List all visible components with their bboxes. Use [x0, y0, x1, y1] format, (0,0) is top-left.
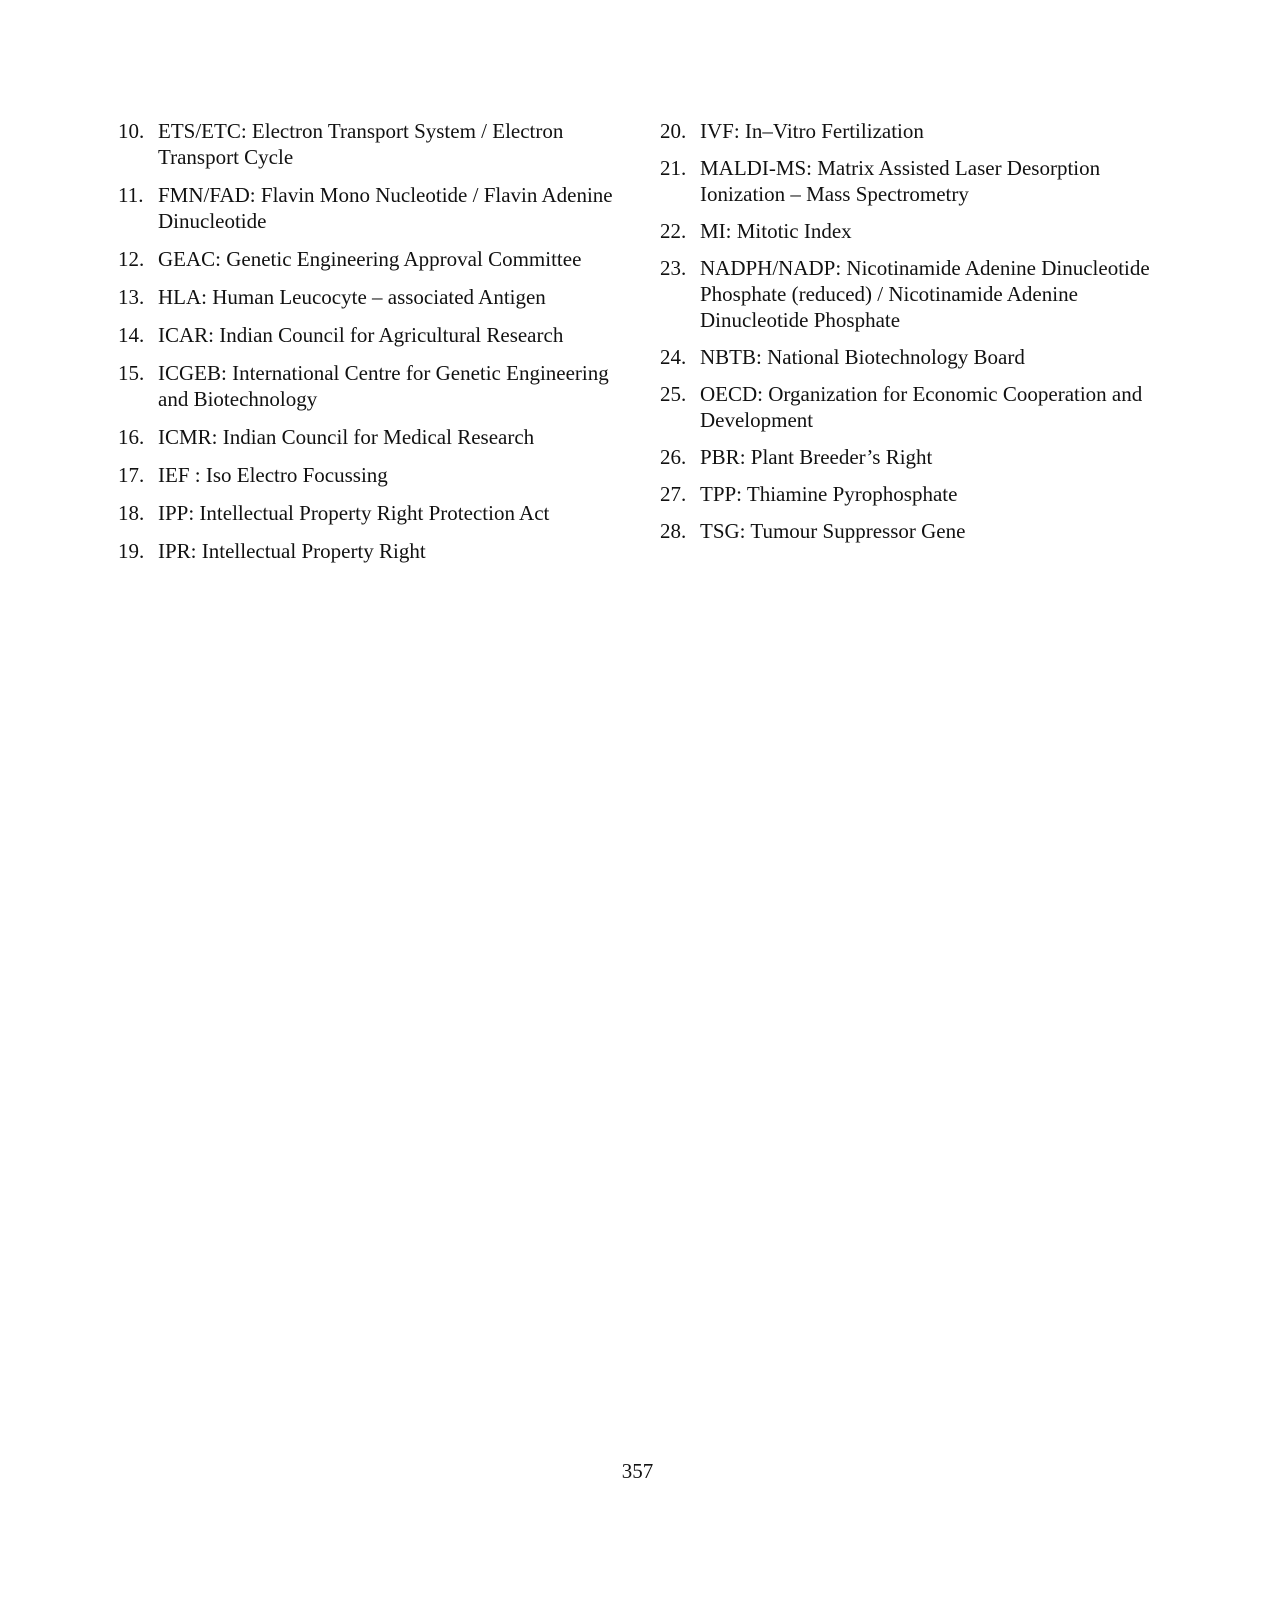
entry-text: OECD: Organization for Economic Cooperation and Development — [700, 382, 1143, 432]
glossary-entry — [660, 155, 1175, 207]
glossary-entry — [660, 444, 1175, 470]
entry-text: ICMR: Indian Council for Medical Research — [158, 425, 535, 449]
entry-text: FMN/FAD: Flavin Mono Nucleotide / Flavin Adenine Dinucleotide — [158, 183, 613, 233]
entry-text: TPP: Thiamine Pyrophosphate — [700, 482, 958, 506]
glossary-entry — [660, 481, 1175, 507]
entry-number: 27. — [660, 482, 687, 506]
entry-text: IPP: Intellectual Property Right Protection Act — [158, 501, 550, 525]
entry-text: HLA: Human Leucocyte – associated Antigen — [158, 285, 546, 309]
entry-number: 18. — [118, 501, 145, 525]
glossary-entry — [660, 518, 1175, 544]
entry-number: 25. — [660, 382, 687, 406]
glossary-entry — [118, 360, 618, 412]
entry-number: 19. — [118, 539, 145, 563]
glossary-entry — [660, 218, 1175, 244]
glossary-entry — [660, 381, 1175, 433]
entry-number: 20. — [660, 119, 687, 143]
entry-text: MALDI-MS: Matrix Assisted Laser Desorption Ionization – Mass Spectrometry — [700, 156, 1101, 206]
entry-text: IEF : Iso Electro Focussing — [158, 463, 388, 487]
glossary-entry — [118, 424, 618, 450]
entry-text: NADPH/NADP: Nicotinamide Adenine Dinucleotide Phosphate (reduced) / Nicotinamide Adenine Dinucleotide Phosphate — [700, 256, 1150, 332]
entry-text: IPR: Intellectual Property Right — [158, 539, 426, 563]
entry-number: 22. — [660, 219, 687, 243]
entry-number: 21. — [660, 156, 687, 180]
glossary-entry — [660, 255, 1175, 333]
entry-number: 14. — [118, 323, 145, 347]
entry-number: 13. — [118, 285, 145, 309]
entry-text: IVF: In–Vitro Fertilization — [700, 119, 924, 143]
entry-number: 12. — [118, 247, 145, 271]
entry-number: 28. — [660, 519, 687, 543]
glossary-entry — [118, 538, 618, 564]
glossary-entry — [118, 322, 618, 348]
entry-number: 23. — [660, 256, 687, 280]
glossary-left-column — [118, 118, 618, 576]
entry-text: ICGEB: International Centre for Genetic Engineering and Biotechnology — [158, 361, 609, 411]
glossary-right-column — [660, 118, 1175, 555]
entry-number: 16. — [118, 425, 145, 449]
entry-text: GEAC: Genetic Engineering Approval Committee — [158, 247, 582, 271]
entry-text: ICAR: Indian Council for Agricultural Research — [158, 323, 564, 347]
entry-text: TSG: Tumour Suppressor Gene — [700, 519, 966, 543]
entry-text: ETS/ETC: Electron Transport System / Electron Transport Cycle — [158, 119, 564, 169]
glossary-entry — [118, 118, 618, 170]
entry-text: MI: Mitotic Index — [700, 219, 852, 243]
glossary-entry — [118, 500, 618, 526]
glossary-entry — [660, 118, 1175, 144]
glossary-entry — [118, 284, 618, 310]
entry-number: 10. — [118, 119, 145, 143]
entry-text: PBR: Plant Breeder’s Right — [700, 445, 933, 469]
entry-number: 15. — [118, 361, 145, 385]
glossary-entry — [118, 462, 618, 488]
glossary-entry — [118, 246, 618, 272]
entry-number: 17. — [118, 463, 145, 487]
glossary-entry — [118, 182, 618, 234]
entry-number: 11. — [118, 183, 144, 207]
entry-number: 24. — [660, 345, 687, 369]
entry-number: 26. — [660, 445, 687, 469]
page-number: 357 — [621, 1459, 654, 1483]
glossary-entry — [660, 344, 1175, 370]
entry-text: NBTB: National Biotechnology Board — [700, 345, 1025, 369]
